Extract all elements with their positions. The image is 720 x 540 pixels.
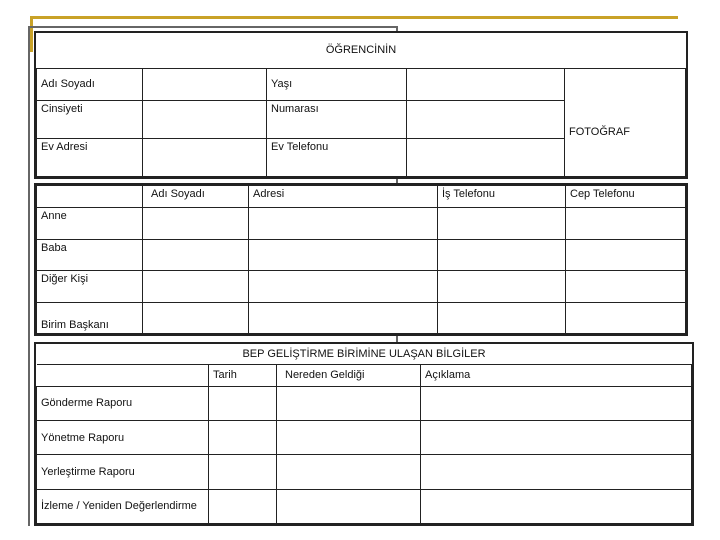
bep-row-label: Yönetme Raporu	[37, 420, 209, 454]
bep-cell[interactable]	[421, 386, 692, 420]
contacts-header-address: Adresi	[249, 186, 438, 208]
bep-row-label: Gönderme Raporu	[37, 386, 209, 420]
shadow-line-top	[28, 26, 398, 28]
contacts-table	[36, 185, 686, 334]
contact-cell[interactable]	[143, 239, 249, 271]
bep-cell[interactable]	[421, 420, 692, 454]
student-info-block	[34, 31, 688, 179]
age-label: Yaşı	[267, 68, 407, 101]
contacts-header-work-phone: İş Telefonu	[438, 186, 566, 208]
photo-label: FOTOĞRAF	[569, 126, 630, 139]
contact-cell[interactable]	[566, 302, 686, 334]
phone-field[interactable]	[407, 139, 565, 177]
contact-cell[interactable]	[566, 271, 686, 303]
contact-row-label: Baba	[37, 239, 143, 271]
left-accent-rule	[30, 16, 33, 52]
contact-cell[interactable]	[566, 239, 686, 271]
gender-label: Cinsiyeti	[37, 101, 143, 139]
bep-header-description: Açıklama	[421, 364, 692, 386]
bep-cell[interactable]	[421, 455, 692, 489]
name-field[interactable]	[143, 68, 267, 101]
contact-cell[interactable]	[249, 239, 438, 271]
bep-header-date: Tarih	[209, 364, 277, 386]
top-accent-rule	[30, 16, 678, 19]
phone-label: Ev Telefonu	[267, 139, 407, 177]
contact-cell[interactable]	[249, 271, 438, 303]
contact-cell[interactable]	[438, 271, 566, 303]
contact-cell[interactable]	[249, 302, 438, 334]
contact-cell[interactable]	[249, 208, 438, 240]
gender-field[interactable]	[143, 101, 267, 139]
contact-cell[interactable]	[143, 302, 249, 334]
contacts-header-mobile: Cep Telefonu	[566, 186, 686, 208]
bep-cell[interactable]	[277, 455, 421, 489]
bep-row-label: Yerleştirme Raporu	[37, 455, 209, 489]
age-field[interactable]	[407, 68, 565, 101]
bep-cell[interactable]	[277, 420, 421, 454]
bep-corner	[37, 364, 209, 386]
bep-block	[34, 342, 694, 526]
bep-title: BEP GELİŞTİRME BİRİMİNE ULAŞAN BİLGİLER	[242, 347, 486, 360]
number-label: Numarası	[267, 101, 407, 139]
shadow-line-left	[28, 26, 30, 526]
bep-table	[36, 344, 692, 524]
student-title: ÖĞRENCİNİN	[37, 33, 686, 68]
bep-cell[interactable]	[277, 489, 421, 523]
student-info-table	[36, 33, 686, 177]
address-field[interactable]	[143, 139, 267, 177]
bep-cell[interactable]	[421, 489, 692, 523]
photo-cell[interactable]	[565, 68, 686, 177]
bep-cell[interactable]	[209, 420, 277, 454]
contact-cell[interactable]	[438, 239, 566, 271]
number-field[interactable]	[407, 101, 565, 139]
bep-row-label: İzleme / Yeniden Değerlendirme	[37, 489, 209, 523]
bep-cell[interactable]	[209, 489, 277, 523]
contact-cell[interactable]	[438, 208, 566, 240]
contact-cell[interactable]	[143, 271, 249, 303]
address-label: Ev Adresi	[37, 139, 143, 177]
contact-cell[interactable]	[566, 208, 686, 240]
contact-row-label: Birim Başkanı	[37, 302, 143, 334]
bep-cell[interactable]	[209, 455, 277, 489]
bep-cell[interactable]	[277, 386, 421, 420]
contacts-corner	[37, 186, 143, 208]
contact-cell[interactable]	[438, 302, 566, 334]
contact-row-label: Diğer Kişi	[37, 271, 143, 303]
name-label: Adı Soyadı	[37, 68, 143, 101]
contacts-block	[34, 183, 688, 336]
contact-cell[interactable]	[143, 208, 249, 240]
bep-header-source: Nereden Geldiği	[277, 364, 421, 386]
bep-cell[interactable]	[209, 386, 277, 420]
contact-row-label: Anne	[37, 208, 143, 240]
contacts-header-name: Adı Soyadı	[143, 186, 249, 208]
